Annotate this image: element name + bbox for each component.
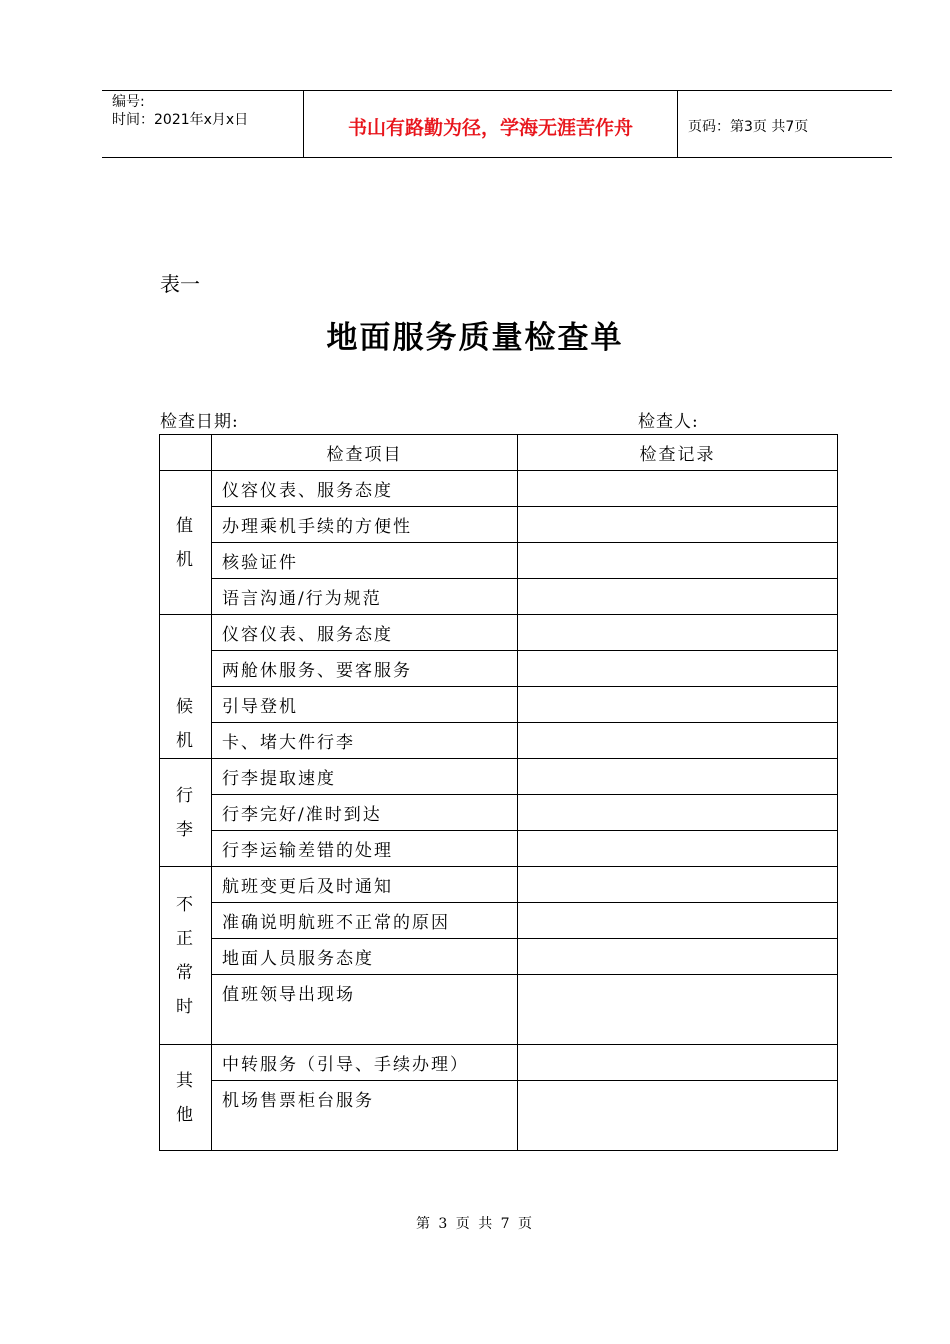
inspection-date-label: 检查日期:	[160, 412, 239, 432]
check-item: 办理乘机手续的方便性	[212, 507, 518, 543]
table-row	[160, 723, 838, 759]
category-cell	[160, 867, 212, 1045]
check-item: 引导登机	[212, 687, 518, 723]
table-row	[160, 759, 838, 795]
category-char: 值	[176, 515, 195, 536]
category-char: 时	[176, 996, 195, 1017]
table-header-row	[160, 435, 838, 471]
header-motto: 书山有路勤为径，学海无涯苦作舟	[347, 117, 633, 139]
record-cell[interactable]	[518, 507, 838, 543]
table-row	[160, 507, 838, 543]
check-item: 仪容仪表、服务态度	[212, 471, 518, 507]
check-item: 航班变更后及时通知	[212, 867, 518, 903]
record-cell[interactable]	[518, 471, 838, 507]
table-row	[160, 615, 838, 651]
table-row	[160, 651, 838, 687]
table-row	[160, 831, 838, 867]
check-item: 值班领导出现场	[212, 975, 518, 1045]
table-row	[160, 867, 838, 903]
record-cell[interactable]	[518, 687, 838, 723]
category-char: 常	[176, 962, 195, 983]
header-bottom-rule	[102, 157, 892, 158]
document-time-label: 时间：2021年x月x日	[112, 112, 249, 128]
record-cell[interactable]	[518, 1045, 838, 1081]
table-row	[160, 939, 838, 975]
check-item: 语言沟通/行为规范	[212, 579, 518, 615]
check-item: 行李完好/准时到达	[212, 795, 518, 831]
table-row	[160, 579, 838, 615]
category-char: 机	[176, 731, 195, 751]
check-item: 准确说明航班不正常的原因	[212, 903, 518, 939]
category-char: 李	[176, 819, 195, 840]
record-cell[interactable]	[518, 1081, 838, 1151]
record-cell[interactable]	[518, 651, 838, 687]
table-row	[160, 543, 838, 579]
column-header: 检查记录	[518, 435, 838, 471]
header-top-rule	[102, 90, 892, 91]
inspector-label: 检查人:	[638, 412, 699, 432]
inspection-table	[159, 434, 838, 1151]
table-label: 表一	[160, 272, 200, 296]
record-cell[interactable]	[518, 975, 838, 1045]
header-page-info: 页码：第3页 共7页	[688, 119, 809, 135]
column-header	[160, 435, 212, 471]
record-cell[interactable]	[518, 831, 838, 867]
category-char: 其	[176, 1070, 195, 1091]
check-item: 卡、堵大件行李	[212, 723, 518, 759]
record-cell[interactable]	[518, 579, 838, 615]
table-row	[160, 1081, 838, 1151]
header-divider	[677, 90, 678, 158]
record-cell[interactable]	[518, 543, 838, 579]
check-item: 中转服务（引导、手续办理）	[212, 1045, 518, 1081]
table-row	[160, 471, 838, 507]
category-cell	[160, 1045, 212, 1151]
record-cell[interactable]	[518, 867, 838, 903]
category-cell	[160, 471, 212, 615]
check-item: 机场售票柜台服务	[212, 1081, 518, 1151]
check-item: 行李运输差错的处理	[212, 831, 518, 867]
category-char: 行	[176, 785, 195, 806]
table-row	[160, 687, 838, 723]
table-row	[160, 903, 838, 939]
record-cell[interactable]	[518, 723, 838, 759]
record-cell[interactable]	[518, 939, 838, 975]
record-cell[interactable]	[518, 795, 838, 831]
check-item: 行李提取速度	[212, 759, 518, 795]
category-char: 机	[176, 549, 195, 570]
table-row	[160, 795, 838, 831]
check-item: 两舱休服务、要客服务	[212, 651, 518, 687]
record-cell[interactable]	[518, 759, 838, 795]
check-item: 仪容仪表、服务态度	[212, 615, 518, 651]
record-cell[interactable]	[518, 615, 838, 651]
category-char: 候	[176, 697, 195, 717]
document-number-label: 编号:	[112, 94, 145, 110]
record-cell[interactable]	[518, 903, 838, 939]
page-title: 地面服务质量检查单	[326, 320, 624, 356]
check-item: 核验证件	[212, 543, 518, 579]
category-cell	[160, 615, 212, 759]
category-char: 正	[176, 928, 195, 949]
header-meta	[112, 93, 248, 129]
check-item: 地面人员服务态度	[212, 939, 518, 975]
table-row	[160, 1045, 838, 1081]
table-row	[160, 975, 838, 1045]
column-header: 检查项目	[212, 435, 518, 471]
category-cell	[160, 759, 212, 867]
category-char: 不	[176, 894, 195, 915]
category-char: 他	[176, 1104, 195, 1125]
page-footer: 第 3 页 共 7 页	[415, 1216, 535, 1232]
